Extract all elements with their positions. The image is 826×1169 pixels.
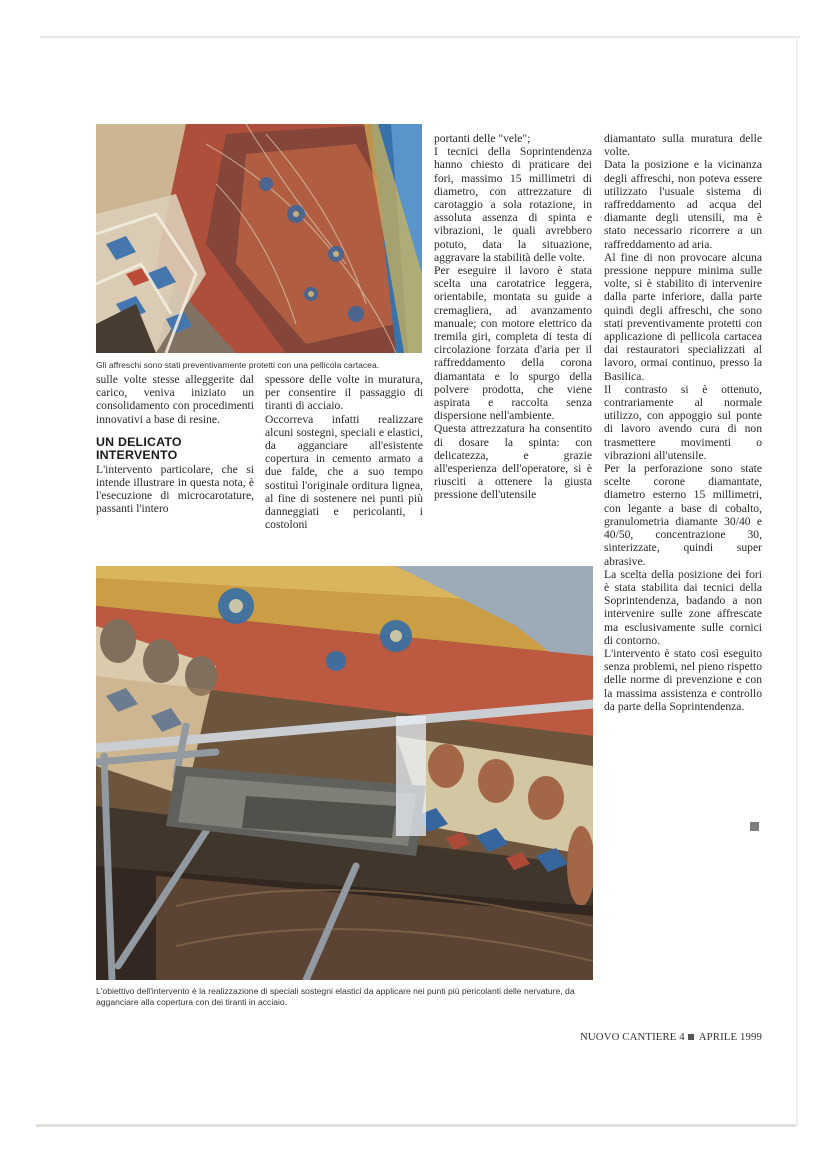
col4-paragraph-4: Il contrasto si è ottenuto, contrariamente al normale utilizzo, con appoggio sul ponte di lavoro avendo cura di non trasmettere movimenti o vibrazioni all'utensile.: [604, 382, 762, 462]
bottom-scaffold-photo: [96, 566, 593, 980]
col3-paragraph-4: Questa attrezzatura ha consentito di dosare la spinta: con delicatezza, e grazie all'esperienza dell'operatore, si è riusciti a ottenere la giusta pressione dell'utensile: [434, 422, 592, 502]
bottom-photo-caption: L'obiettivo dell'intervento è la realizzazione di speciali sostegni elastici da applicare nei punti più pericolanti delle nervature, da agganciare alla copertura con dei tiranti in acciaio.: [96, 986, 575, 1007]
col4-paragraph-2: Data la posizione e la vicinanza degli affreschi, non poteva essere utilizzato l'usuale sistema di raffreddamento ad acqua del diamante degli utensili, ma è stato necessario ricorrere a un raffreddamento ad aria.: [604, 158, 762, 251]
scan-edge-bottom: [36, 1124, 796, 1127]
col1-paragraph-intro: L'intervento particolare, che si intende illustrare in questa nota, è l'esecuzione di microcarotature, passanti l'intero: [96, 462, 254, 516]
top-photo-caption: Gli affreschi sono stati preventivamente protetti con una pellicola cartacea.: [96, 360, 380, 370]
issue-date: APRILE 1999: [698, 1031, 762, 1043]
col4-paragraph-1: diamantato sulla muratura delle volte.: [604, 132, 762, 159]
page-footer: [580, 1031, 762, 1043]
col3-paragraph-1: portanti delle "vele";: [434, 132, 531, 145]
col3-paragraph-3: Per eseguire il lavoro è stata scelta una carotatrice leggera, orientabile, montata su guide a cremagliera, ad avanzamento manuale; con motore elettrico da tremila giri, completa di testa di circolazione forzata d'aria per il raffreddamento della corona diamantata e lo spurgo della polvere prodotta, che viene aspirata e raccolta senza dispersione nell'ambiente.: [434, 264, 592, 423]
article-column-2: [265, 373, 423, 531]
fresco-vault-illustration: [96, 124, 422, 353]
col2-paragraph-1: spessore delle volte in muratura, per consentire il passaggio di tiranti di acciaio.: [265, 373, 423, 413]
col4-paragraph-5: Per la perforazione sono state scelte corone diamantate, diametro esterno 15 millimetri, con legante a base di cobalto, granulometria diamante 30/40 e 40/50, concentrazione 30, sinterizzate, quindi super abrasive.: [604, 462, 762, 568]
col1-paragraph: sulle volte stesse alleggerite dal carico, veniva iniziato un consolidamento con procedimenti innovativi a base di resine.: [96, 373, 254, 426]
section-heading: [96, 436, 254, 462]
top-fresco-photo: [96, 124, 422, 353]
scan-edge-right: [796, 36, 798, 1126]
magazine-name: NUOVO CANTIERE 4: [580, 1031, 685, 1043]
col4-paragraph-7: L'intervento è stato così eseguito senza problemi, nel pieno rispetto delle norme di prevenzione e con la massima assistenza e controllo da parte della Soprintendenza.: [604, 646, 762, 713]
col4-paragraph-3: Al fine di non provocare alcuna pressione neppure minima sulle volte, si è stabilito di intervenire dalla parte inferiore, dalla parte quindi degli affreschi, che sono stati preventivamente protetti con applicazione di pellicola cartacea dai restauratori specializzati al lavoro, ormai continuo, presso la Basilica.: [604, 250, 762, 383]
footer-separator-square: [688, 1034, 694, 1040]
article-column-1: [96, 373, 254, 516]
article-column-3: [434, 132, 592, 502]
col2-paragraph-2: Occorreva infatti realizzare alcuni sostegni, speciali e elastici, da agganciare all'esistente copertura in cemento armato a due falde, che a suo tempo sostituì l'originale orditura lignea, al fine di sostenere nei punti più danneggiati e pericolanti, i costoloni: [265, 412, 423, 532]
col4-paragraph-6: La scelta della posizione dei fori è stata stabilita dai tecnici della Soprintendenza, badando a non intervenire sulle zone affrescate ma esclusivamente sulle cornici di contorno.: [604, 567, 762, 647]
col3-paragraph-2: I tecnici della Soprintendenza hanno chiesto di praticare dei fori, massimo 15 millimetri di diametro, con attrezzature di carotaggio a sola rotazione, in assoluta assenza di spinta e vibrazioni, le quali avrebbero potuto, data la situazione, aggravare la stabilità delle volte.: [434, 145, 592, 264]
scan-edge-top: [40, 36, 800, 38]
section-heading-line-1: UN DELICATO: [96, 434, 182, 449]
article-end-mark: [750, 822, 759, 831]
article-column-4: [604, 132, 762, 713]
section-heading-line-2: INTERVENTO: [96, 447, 178, 462]
scaffold-drill-illustration: [96, 566, 593, 980]
